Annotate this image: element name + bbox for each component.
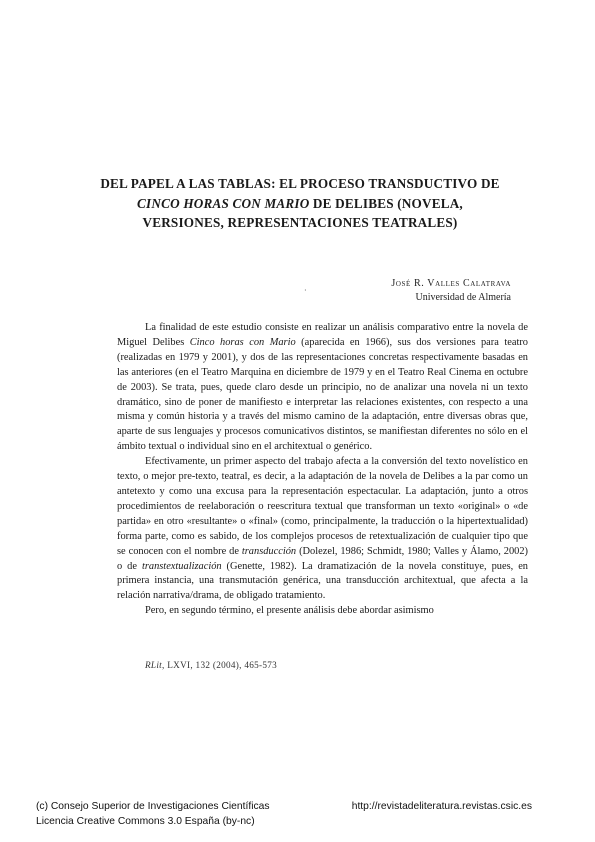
paragraph-2-text-b: (Dolezel, 1986; Schmidt, 1980; Valles y Álamo, 2002) o de (117, 545, 528, 572)
author-name: José R. Valles Calatrava (391, 278, 511, 289)
paragraph-2-italic-2: transtextualización (141, 560, 222, 572)
footer-url[interactable]: http://revistadeliteratura.revistas.csic.es (351, 801, 532, 812)
journal-citation (145, 660, 277, 670)
title-text-2: DE DELIBES (NOVELA, VERSIONES, REPRESENTACIONES TEATRALES) (142, 195, 463, 230)
paragraph-1 (117, 321, 528, 455)
paragraph-1-text-a: La finalidad de este estudio consiste en realizar un análisis comparativo entre la novela de Miguel Delibes (117, 322, 528, 348)
footer-license (36, 799, 270, 829)
journal-abbrev: RLit (145, 660, 163, 670)
article-title (95, 174, 505, 233)
title-italic-work: CINCO HORAS CON MARIO (137, 195, 310, 211)
title-text-1: DEL PAPEL A LAS TABLAS: EL PROCESO TRANSDUCTIVO DE (100, 176, 500, 191)
paragraph-3: Pero, en segundo término, el presente análisis debe abordar asimismo (145, 605, 434, 617)
footer-copyright: (c) Consejo Superior de Investigaciones Científicas (36, 801, 270, 812)
paragraph-2-text-c: (Genette, 1982). La dramatización de la novela constituye, pues, en primera instancia, una transmutación genérica, una transducción architextual, que afecta a la relación narrativa/drama, de obligado tratamiento. (117, 560, 529, 602)
paragraph-1-italic: Cinco horas con Mario (189, 336, 296, 348)
author-block (391, 277, 511, 304)
journal-volume: , LXVI, 132 (2004), 465-573 (162, 660, 278, 670)
paragraph-2-italic-1: transducción (241, 545, 297, 557)
paragraph-2 (117, 455, 528, 604)
paragraph-1-text-b: (aparecida en 1966), sus dos versiones para teatro (realizadas en 1979 y 2001), y dos de las representaciones concretas respectivamente basadas en las anteriores (en el Teatro Marquina en diciembre de 1979 y en el Teatro Real Cinema en octubre de 2003). Se trata, pues, quede claro desde un principio, no de analizar una novela ni un texto dramático, sino de poner de manifiesto e interpretar las relaciones existentes, con respecto a una misma y común historia y a través del mismo camino de la adaptación, entre diversas obras que, aparte de sus lenguajes y procesos comunicativos distintos, se manifiestan diferentes no sólo en el ámbito textual o individual sino en el architextual o genérico. (117, 336, 528, 453)
article-body (117, 321, 528, 619)
author-affiliation: Universidad de Almería (415, 291, 511, 303)
scan-mark: · (304, 286, 307, 295)
paragraph-2-text-a: Efectivamente, un primer aspecto del trabajo afecta a la conversión del texto novelístico en texto, o mejor pre-texto, teatral, es decir, a la adaptación de la novela de Delibes a la par como un antetexto y como una excusa para la representación espectacular. La adaptación, junto a otros procedimientos de reelaboración o reescritura textual que transforman un texto «original» o «de partida» en otro «resultante» o «final» (como, principalmente, la traducción o la hipertextualidad) forma parte, como es sabido, de los complejos procesos de retextualización de cualquier tipo que se conocen con el nombre de (117, 456, 528, 557)
footer-license-text: Licencia Creative Commons 3.0 España (by-nc) (36, 816, 255, 827)
